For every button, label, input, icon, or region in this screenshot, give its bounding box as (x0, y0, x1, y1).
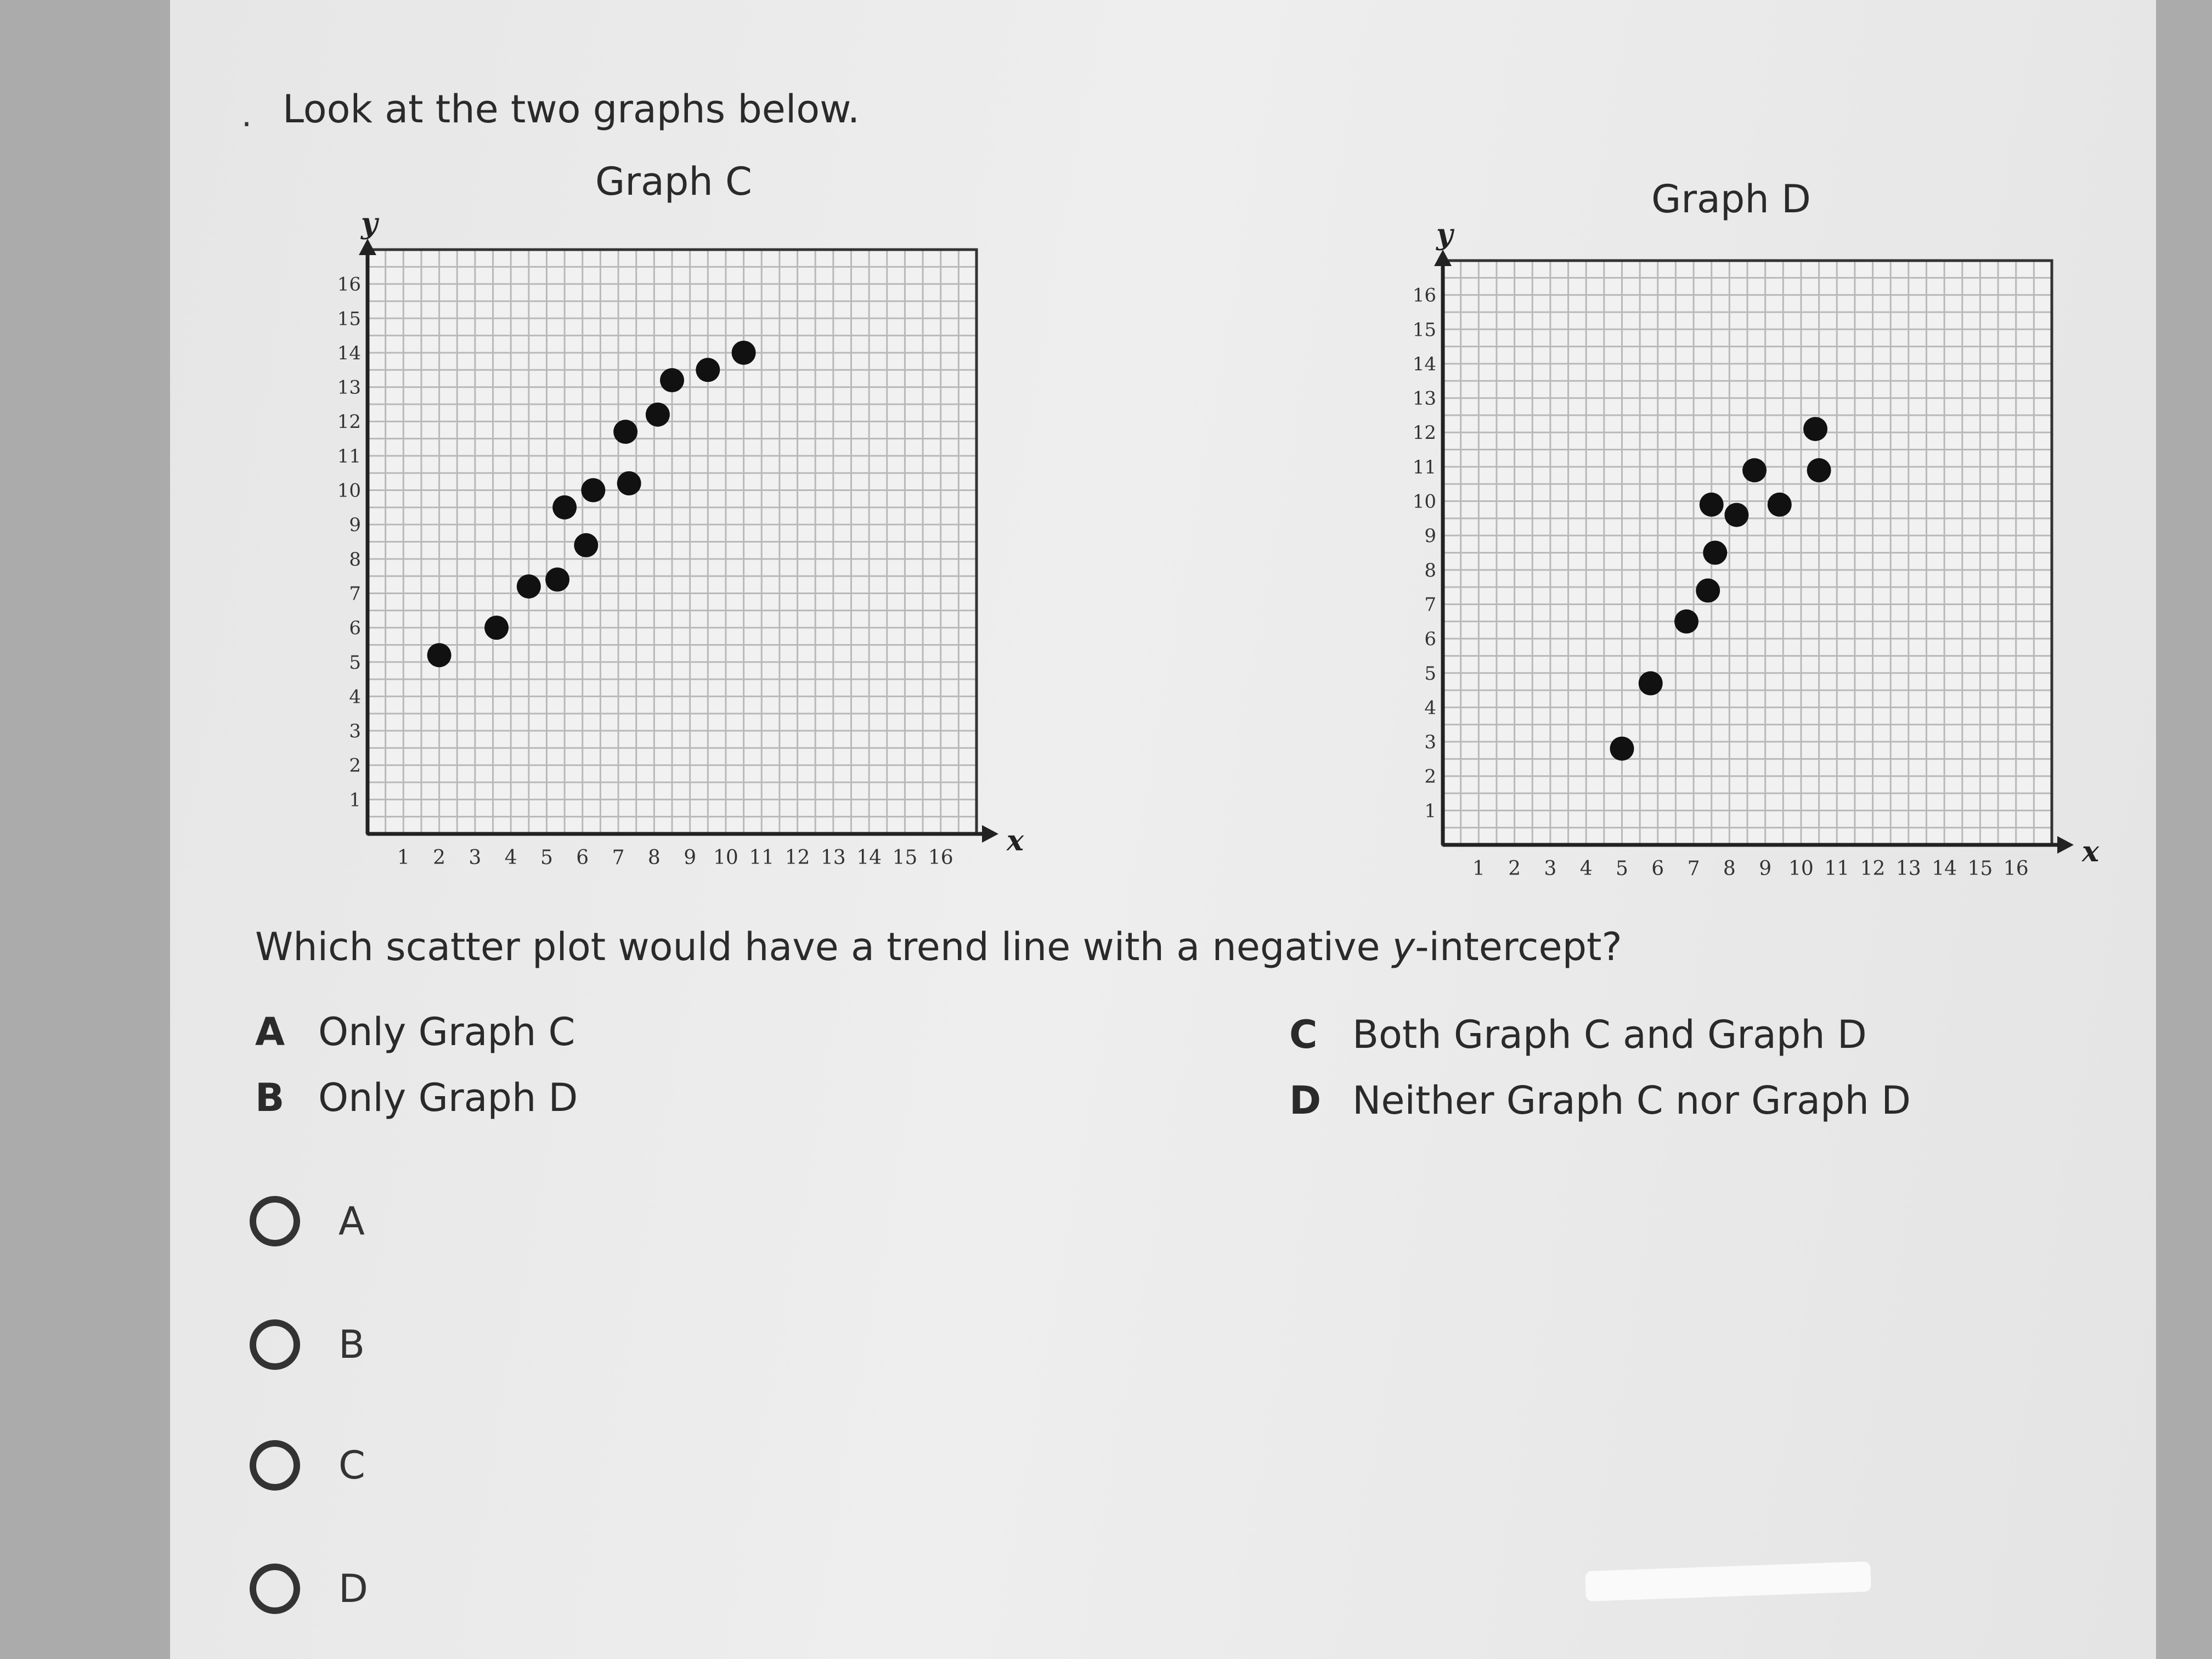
graph-d-x-tick-label: 11 (1824, 857, 1850, 880)
graph-d (1383, 218, 2100, 907)
graph-c-data-point (427, 643, 452, 667)
question-text (255, 924, 1622, 969)
choice-b-text: Only Graph D (318, 1075, 578, 1120)
graph-d-y-tick-label: 7 (1424, 594, 1436, 616)
graph-c-data-point (646, 403, 670, 427)
graph-d-data-point (1724, 503, 1748, 527)
graph-d-data-point (1700, 493, 1724, 517)
graph-d-x-tick-label: 7 (1687, 857, 1700, 880)
graph-c-data-point (581, 478, 605, 503)
graph-c-x-tick-label: 9 (684, 847, 697, 869)
graph-c-y-tick-label: 3 (349, 720, 361, 743)
graph-d-x-tick-label: 3 (1544, 857, 1557, 880)
choice-b-letter: B (255, 1075, 285, 1120)
graph-c (307, 207, 1024, 896)
graph-c-x-tick-label: 11 (749, 847, 775, 869)
question-text-before: Which scatter plot would have a trend line with a negative (255, 924, 1392, 969)
graph-c-y-tick-label: 15 (337, 308, 361, 330)
graph-c-x-tick-label: 6 (576, 847, 589, 869)
choice-a (255, 1009, 575, 1054)
graph-c-x-tick-label: 15 (892, 847, 918, 869)
graph-d-y-tick-label: 5 (1424, 662, 1436, 685)
graph-d-data-point (1703, 541, 1727, 565)
graph-c-x-tick-label: 4 (504, 847, 517, 869)
radio-button-b[interactable] (250, 1319, 300, 1370)
graph-d-y-tick-label: 11 (1412, 456, 1436, 478)
graph-c-y-tick-label: 4 (349, 686, 361, 708)
graph-c-x-tick-label: 3 (469, 847, 482, 869)
graph-c-y-tick-label: 1 (349, 789, 361, 811)
graph-c-x-tick-label: 13 (820, 847, 846, 869)
graph-d-x-tick-label: 4 (1579, 857, 1593, 880)
graph-c-x-tick-label: 12 (785, 847, 810, 869)
graph-d-y-tick-label: 2 (1424, 765, 1436, 788)
graph-d-x-tick-label: 9 (1759, 857, 1772, 880)
graph-c-y-tick-label: 12 (337, 411, 361, 433)
graph-c-data-point (617, 471, 641, 495)
choice-a-letter: A (255, 1009, 285, 1054)
graph-d-y-tick-label: 15 (1412, 319, 1436, 341)
graph-c-x-tick-label: 5 (540, 847, 553, 869)
graph-c-y-tick-label: 10 (337, 479, 361, 502)
graph-c-x-tick-label: 1 (397, 847, 410, 869)
radio-label-b[interactable]: B (338, 1322, 365, 1367)
graph-c-data-point (696, 358, 720, 382)
graph-d-x-label: x (2082, 835, 2100, 868)
graph-c-y-axis-arrow (359, 239, 376, 255)
graph-d-y-tick-label: 3 (1424, 731, 1436, 754)
graph-c-x-tick-label: 16 (928, 847, 953, 869)
graph-d-x-tick-label: 1 (1472, 857, 1485, 880)
graph-d-x-tick-label: 16 (2003, 857, 2029, 880)
question-text-after: -intercept? (1415, 924, 1622, 969)
radio-label-d[interactable]: D (338, 1566, 368, 1611)
prompt-text: Look at the two graphs below. (283, 87, 860, 132)
graph-d-y-tick-label: 1 (1424, 800, 1436, 822)
radio-button-a[interactable] (250, 1196, 300, 1246)
graph-c-y-tick-label: 7 (349, 583, 361, 605)
graph-c-x-tick-label: 7 (612, 847, 625, 869)
graph-c-data-point (545, 567, 569, 591)
graph-c-y-tick-label: 2 (349, 754, 361, 777)
graph-c-y-tick-label: 5 (349, 651, 361, 674)
graph-d-x-tick-label: 10 (1788, 857, 1814, 880)
graph-c-x-label: x (1007, 824, 1024, 857)
graph-c-y-tick-label: 9 (349, 514, 361, 537)
graph-c-data-point (484, 616, 509, 640)
radio-label-c[interactable]: C (338, 1443, 365, 1488)
graph-d-y-tick-label: 14 (1412, 353, 1436, 375)
graph-d-y-tick-label: 12 (1412, 422, 1436, 444)
graph-d-data-point (1674, 610, 1699, 634)
graph-c-svg (307, 207, 1024, 894)
graph-d-y-tick-label: 4 (1424, 697, 1436, 719)
graph-c-x-axis-arrow (982, 825, 998, 843)
choice-c-text: Both Graph C and Graph D (1352, 1012, 1867, 1057)
graph-c-y-tick-label: 11 (337, 445, 361, 467)
radio-option-b[interactable] (250, 1319, 365, 1370)
graph-d-data-point (1742, 458, 1767, 482)
graph-d-x-tick-label: 13 (1895, 857, 1921, 880)
graph-d-x-tick-label: 2 (1508, 857, 1521, 880)
radio-option-c[interactable] (250, 1440, 365, 1491)
graph-c-data-point (660, 368, 684, 392)
graph-d-y-label: y (1436, 218, 1453, 251)
radio-option-d[interactable] (250, 1564, 368, 1614)
graph-d-data-point (1696, 578, 1720, 602)
graph-c-data-point (732, 341, 756, 365)
graph-d-x-tick-label: 5 (1616, 857, 1628, 880)
graph-d-y-axis-arrow (1434, 250, 1452, 266)
graph-c-x-tick-label: 2 (433, 847, 446, 869)
question-bullet: . (241, 96, 252, 134)
graph-d-y-tick-label: 6 (1424, 628, 1436, 651)
graph-c-y-label: y (361, 207, 378, 240)
graph-d-y-tick-label: 8 (1424, 559, 1436, 582)
graph-d-y-tick-label: 9 (1424, 525, 1436, 548)
graph-d-x-tick-label: 8 (1723, 857, 1736, 880)
radio-button-d[interactable] (250, 1564, 300, 1614)
graph-c-x-tick-label: 10 (713, 847, 738, 869)
graph-c-y-tick-label: 16 (337, 273, 361, 296)
graph-d-x-tick-label: 14 (1932, 857, 1957, 880)
graph-d-x-tick-label: 15 (1967, 857, 1993, 880)
graph-d-svg (1383, 218, 2100, 905)
graph-d-y-tick-label: 13 (1412, 387, 1436, 410)
graph-c-data-point (517, 574, 541, 599)
choice-d (1289, 1078, 1911, 1123)
choice-a-text: Only Graph C (318, 1009, 575, 1054)
graph-d-data-point (1639, 672, 1663, 696)
graph-c-title: Graph C (595, 159, 752, 204)
graph-c-y-tick-label: 14 (337, 342, 361, 364)
graph-c-y-tick-label: 6 (349, 617, 361, 640)
graph-d-data-point (1768, 493, 1792, 517)
radio-button-c[interactable] (250, 1440, 300, 1491)
radio-option-a[interactable] (250, 1196, 365, 1246)
graph-c-x-tick-label: 14 (856, 847, 882, 869)
graph-d-x-axis-arrow (2057, 836, 2074, 854)
graph-c-y-tick-label: 8 (349, 548, 361, 571)
graph-d-data-point (1807, 458, 1831, 482)
graph-c-x-tick-label: 8 (647, 847, 661, 869)
graph-c-data-point (613, 420, 637, 444)
choice-d-letter: D (1289, 1078, 1322, 1123)
graph-d-data-point (1610, 737, 1634, 761)
graph-d-data-point (1803, 417, 1827, 441)
choice-c-letter: C (1289, 1012, 1318, 1057)
graph-d-title: Graph D (1651, 177, 1811, 222)
graph-c-data-point (574, 533, 598, 557)
graph-d-y-tick-label: 16 (1412, 284, 1436, 307)
graph-d-x-tick-label: 6 (1651, 857, 1664, 880)
graph-d-y-tick-label: 10 (1412, 490, 1436, 513)
graph-c-y-tick-label: 13 (337, 376, 361, 399)
choice-c (1289, 1012, 1867, 1057)
graph-d-x-tick-label: 12 (1860, 857, 1886, 880)
choice-d-text: Neither Graph C nor Graph D (1352, 1078, 1911, 1123)
radio-label-a[interactable]: A (338, 1199, 365, 1244)
graph-c-data-point (552, 495, 577, 520)
question-text-italic: y (1392, 924, 1415, 969)
choice-b (255, 1075, 578, 1120)
